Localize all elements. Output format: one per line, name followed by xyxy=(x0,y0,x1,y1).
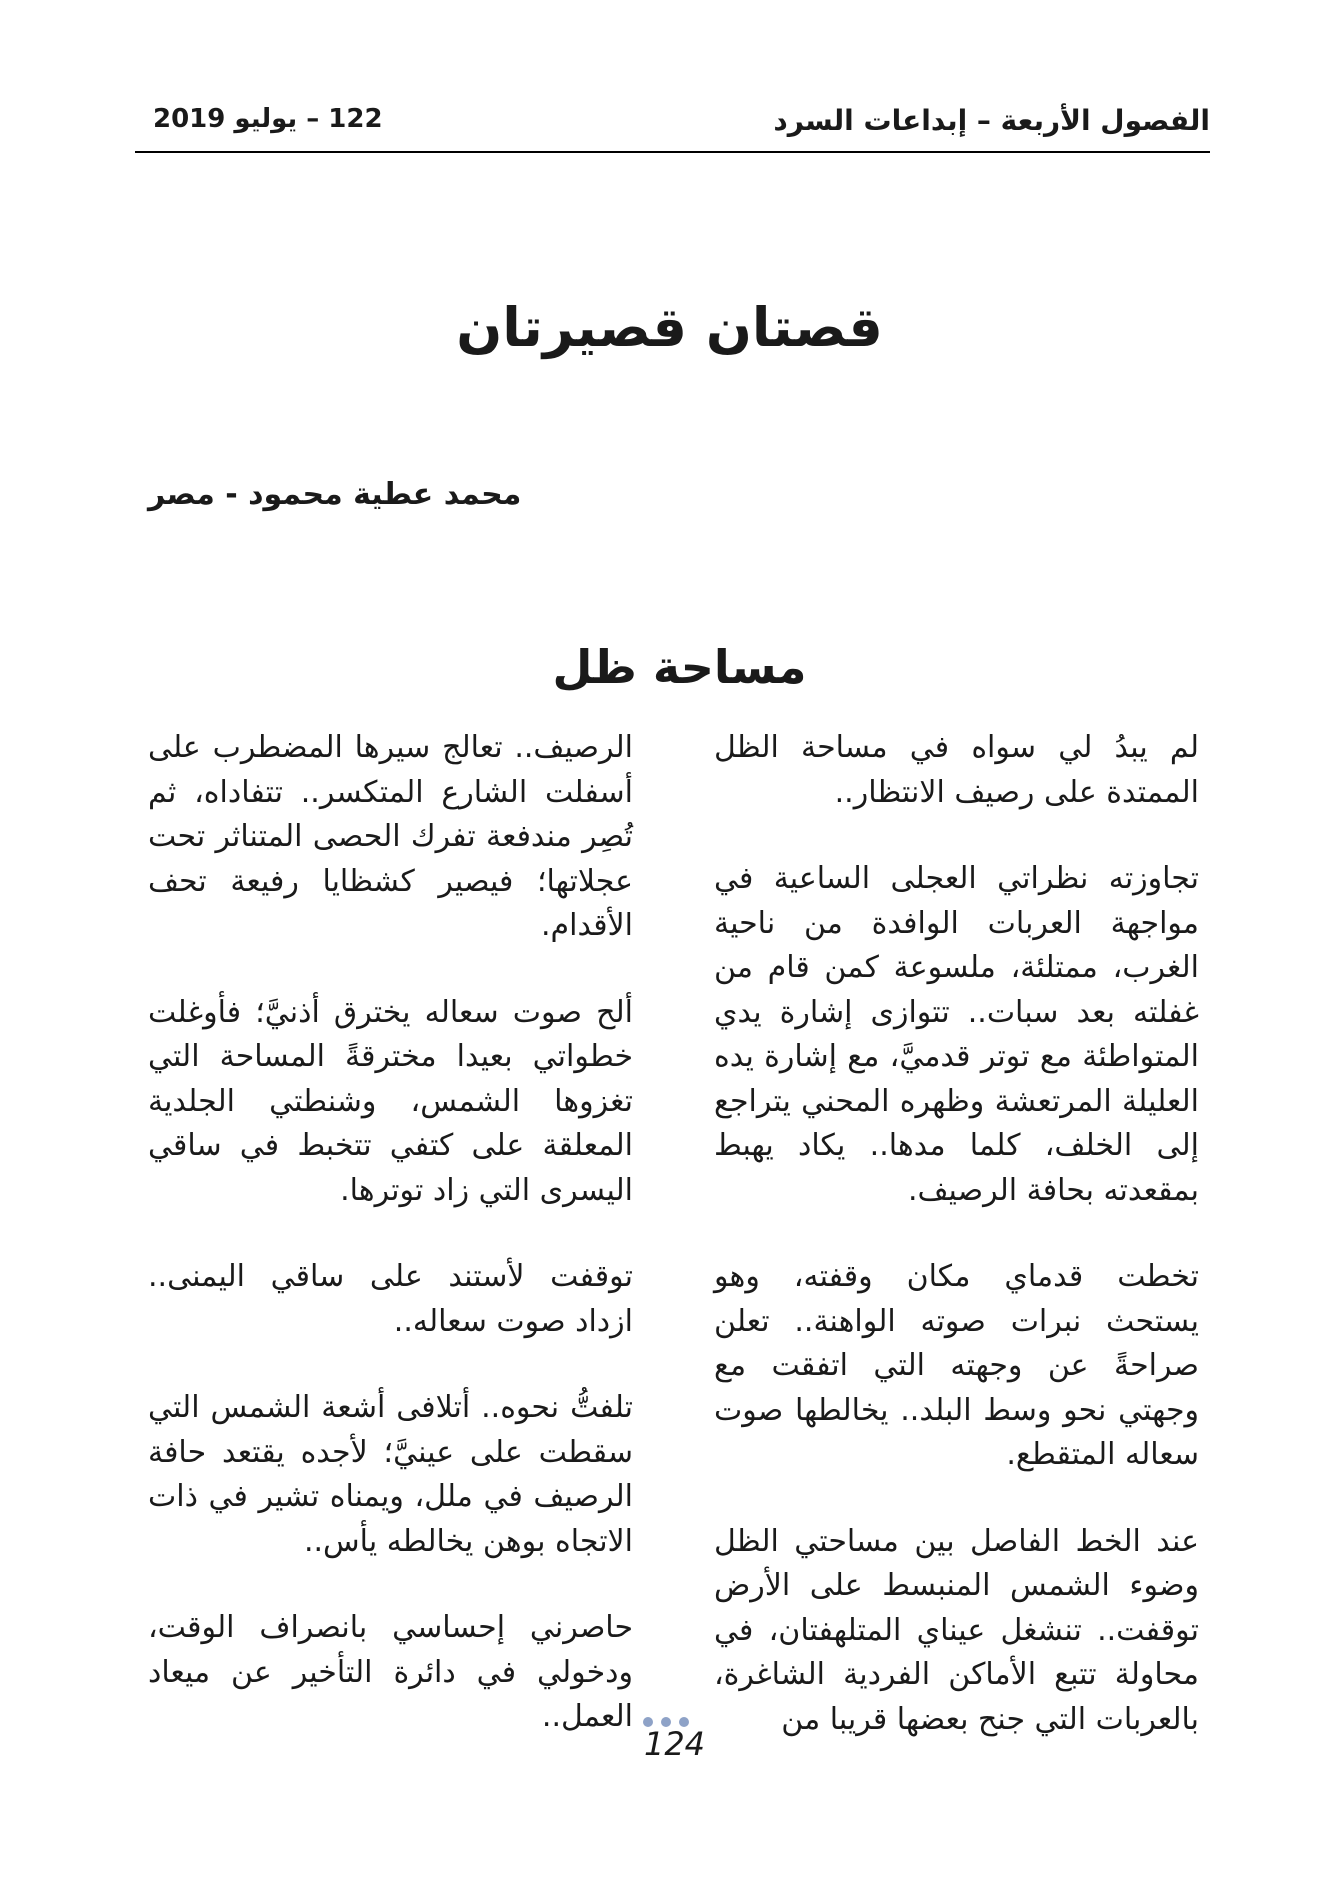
paragraph: عند الخط الفاصل بين مساحتي الظل وضوء الشمس المنبسط على الأرض توقفت.. تنشغل عيناي المتلهفتان، في محاولة تتبع الأماكن الفردية الشاغرة، بالعربات التي جنح بعضها قريبا من xyxy=(714,1523,1199,1737)
paragraph: تلفتُّ نحوه.. أتلافى أشعة الشمس التي سقطت على عينيَّ؛ لأجده يقتعد حافة الرصيف في ملل، ويمناه تشير في ذات الاتجاه بوهن يخالطه يأس.. xyxy=(148,1390,633,1559)
page-title: قصتان قصيرتان xyxy=(456,296,883,359)
author-line: محمد عطية محمود - مصر xyxy=(148,477,522,512)
text-column-left xyxy=(148,726,633,1782)
header-divider xyxy=(135,151,1210,153)
paragraph: حاصرني إحساسي بانصراف الوقت، ودخولي في دائرة التأخير عن ميعاد العمل.. xyxy=(148,1610,633,1734)
page-number: 124 xyxy=(643,1725,706,1763)
story-title: مساحة ظل xyxy=(552,640,807,694)
paragraph: لم يبدُ لي سواه في مساحة الظل الممتدة على رصيف الانتظار.. xyxy=(714,730,1199,810)
paragraph: تجاوزته نظراتي العجلى الساعية في مواجهة العربات الوافدة من ناحية الغرب، ممتلئة، ملسوعة كمن قام من غفلته بعد سبات.. تتوازى إشارة يدي المتواطئة مع توتر قدميَّ، مع إشارة يده العليلة المرتعشة وظهره المحني يتراجع إلى الخلف، كلما مدها.. يكاد يهبط بمقعدته بحافة الرصيف. xyxy=(714,861,1199,1208)
paragraph: تخطت قدماي مكان وقفته، وهو يستحث نبرات صوته الواهنة.. تعلن صراحةً عن وجهته التي اتفقت مع وجهتي نحو وسط البلد.. يخالطها صوت سعاله المتقطع. xyxy=(714,1259,1199,1472)
issue-date: 122 – يوليو 2019 xyxy=(153,104,383,134)
journal-title: الفصول الأربعة – إبداعات السرد xyxy=(773,104,1210,137)
paragraph: توقفت لأستند على ساقي اليمنى.. ازداد صوت سعاله.. xyxy=(148,1259,633,1339)
text-column-right xyxy=(714,726,1199,1784)
running-header xyxy=(135,104,1210,154)
paragraph: ألح صوت سعاله يخترق أذنيَّ؛ فأوغلت خطواتي بعيدا مخترقةً المساحة التي تغزوها الشمس، وشنطتي الجلدية المعلقة على كتفي تتخبط في ساقي اليسرى التي زاد توترها. xyxy=(148,994,633,1208)
paragraph: الرصيف.. تعالج سيرها المضطرب على أسفلت الشارع المتكسر.. تتفاداه، ثم تُصِر مندفعة تفرك الحصى المتناثر تحت عجلاتها؛ فيصير كشظايا رفيعة تحف الأقدام. xyxy=(148,730,633,943)
page-ornament-dots xyxy=(643,1712,703,1724)
